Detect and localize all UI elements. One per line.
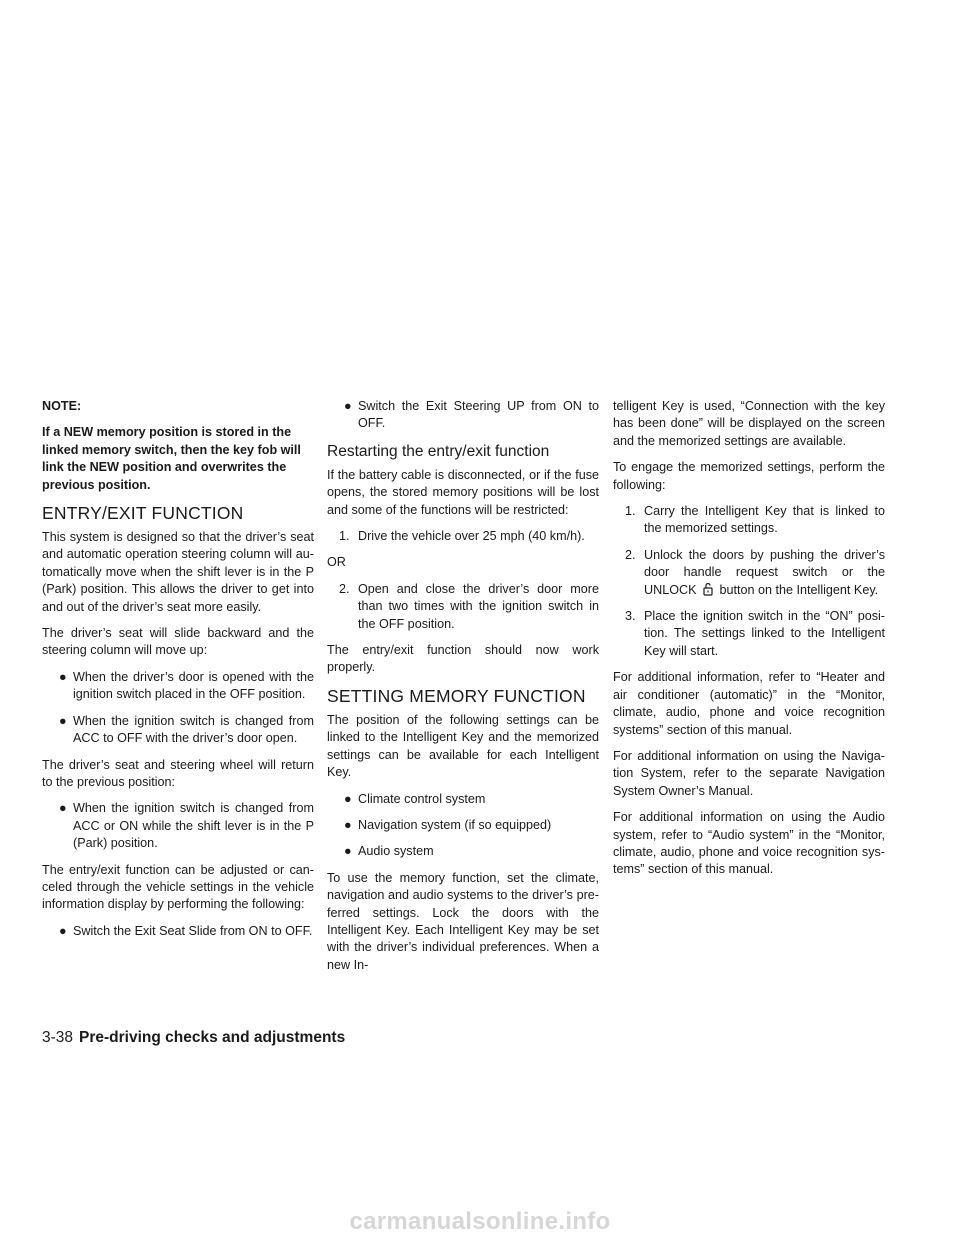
paragraph: The driver’s seat will slide backward and the steering column will move up: <box>42 626 314 658</box>
bullet-item: ● When the driver’s door is opened with the ignition switch placed in the OFF position. <box>59 669 314 702</box>
numbered-item: 1. Drive the vehicle over 25 mph (40 km/h). <box>339 529 585 544</box>
numbered-item: 2. Open and close the driver’s door more than two times with the ignition switch in the OFF position. <box>339 581 599 631</box>
or-label: OR <box>327 555 346 570</box>
bullet-icon: ● <box>59 923 67 938</box>
bullet-item: ● When the ignition switch is changed from ACC to OFF with the driver’s door open. <box>59 713 314 746</box>
bullet-item: ● Switch the Exit Seat Slide from ON to OFF. <box>42 923 314 940</box>
note-text: If a NEW memory position is stored in the linked memory switch, then the key fob will link the NEW position and overwrites the previous position. <box>42 425 301 492</box>
bullet-icon: ● <box>344 844 352 859</box>
paragraph: If the battery cable is disconnected, or if the fuse opens, the stored memory positions will be lost and some of the functions will be restricted: <box>327 467 599 517</box>
column-left <box>42 398 314 949</box>
paragraph: To engage the memorized settings, perform the following: <box>613 460 885 492</box>
bullet-icon: ● <box>344 399 352 413</box>
paragraph: This system is designed so that the driver’s seat and automatic operation steering column will au-tomatically move when the shift lever is in the P (Park) position. This allows the driver to get into and out of the driver’s seat more easily. <box>42 530 314 614</box>
watermark: carmanualsonline.info <box>349 1208 611 1235</box>
bullet-item: ● When the ignition switch is changed from ACC or ON while the shift lever is in the P (Park) position. <box>59 801 314 851</box>
bullet-icon: ● <box>59 669 67 684</box>
numbered-item: 3. Place the ignition switch in the “ON” posi-tion. The settings linked to the Intelligent Key will start. <box>625 609 885 658</box>
column-right <box>613 398 885 888</box>
paragraph: For additional information, refer to “Heater and air conditioner (automatic)” in the “Monitor, climate, audio, phone and voice recognition systems” section of this manual. <box>613 670 885 737</box>
bullet-icon: ● <box>344 791 352 806</box>
paragraph: The entry/exit function should now work properly. <box>327 643 599 675</box>
paragraph: To use the memory function, set the climate, navigation and audio systems to the driver’s pre-ferred settings. Lock the doors with the Intelligent Key. Each Intelligent Key may be set with the driver’s individual preferences. When a new In- <box>327 870 599 972</box>
numbered-item: 2. Unlock the doors by pushing the driver’s door handle request switch or the UNLOCK button on the Intelligent Key. <box>625 547 885 597</box>
unlock-key-icon <box>702 582 714 596</box>
paragraph: For additional information on using the Audio system, refer to “Audio system” in the “Monitor, climate, audio, phone and voice recognition sys-tems” section of this manual. <box>613 810 885 877</box>
bullet-item: ● Switch the Exit Steering UP from ON to OFF. <box>344 399 599 431</box>
page-number: 3-38 <box>42 1029 74 1046</box>
page-footer <box>42 1028 345 1048</box>
bullet-item: ● Navigation system (if so equipped) <box>327 817 599 834</box>
paragraph: The entry/exit function can be adjusted or can-celed through the vehicle settings in the vehicle information display by performing the following: <box>42 862 314 912</box>
section-title: Pre-driving checks and adjustments <box>79 1029 346 1046</box>
heading-entry-exit-function: ENTRY/EXIT FUNCTION <box>42 503 244 524</box>
heading-restarting-entry-exit: Restarting the entry/exit function <box>327 442 550 460</box>
bullet-icon: ● <box>59 713 67 728</box>
column-middle <box>327 398 599 983</box>
heading-setting-memory-function: SETTING MEMORY FUNCTION <box>327 685 586 706</box>
paragraph: The driver’s seat and steering wheel will return to the previous position: <box>42 757 314 789</box>
bullet-icon: ● <box>344 817 352 832</box>
note-label: NOTE: <box>42 399 82 413</box>
paragraph: telligent Key is used, “Connection with the key has been done” will be displayed on the screen and the memorized settings are available. <box>613 399 885 448</box>
bullet-item: ● Audio system <box>327 843 599 860</box>
paragraph: For additional information on using the Naviga-tion System, refer to the separate Navigation System Owner’s Manual. <box>613 748 885 798</box>
bullet-item: ● Climate control system <box>327 791 599 808</box>
paragraph: The position of the following settings can be linked to the Intelligent Key and the memorized settings can be available for each Intelligent Key. <box>327 712 599 780</box>
numbered-item: 1. Carry the Intelligent Key that is linked to the memorized settings. <box>625 504 885 536</box>
bullet-icon: ● <box>59 801 67 816</box>
